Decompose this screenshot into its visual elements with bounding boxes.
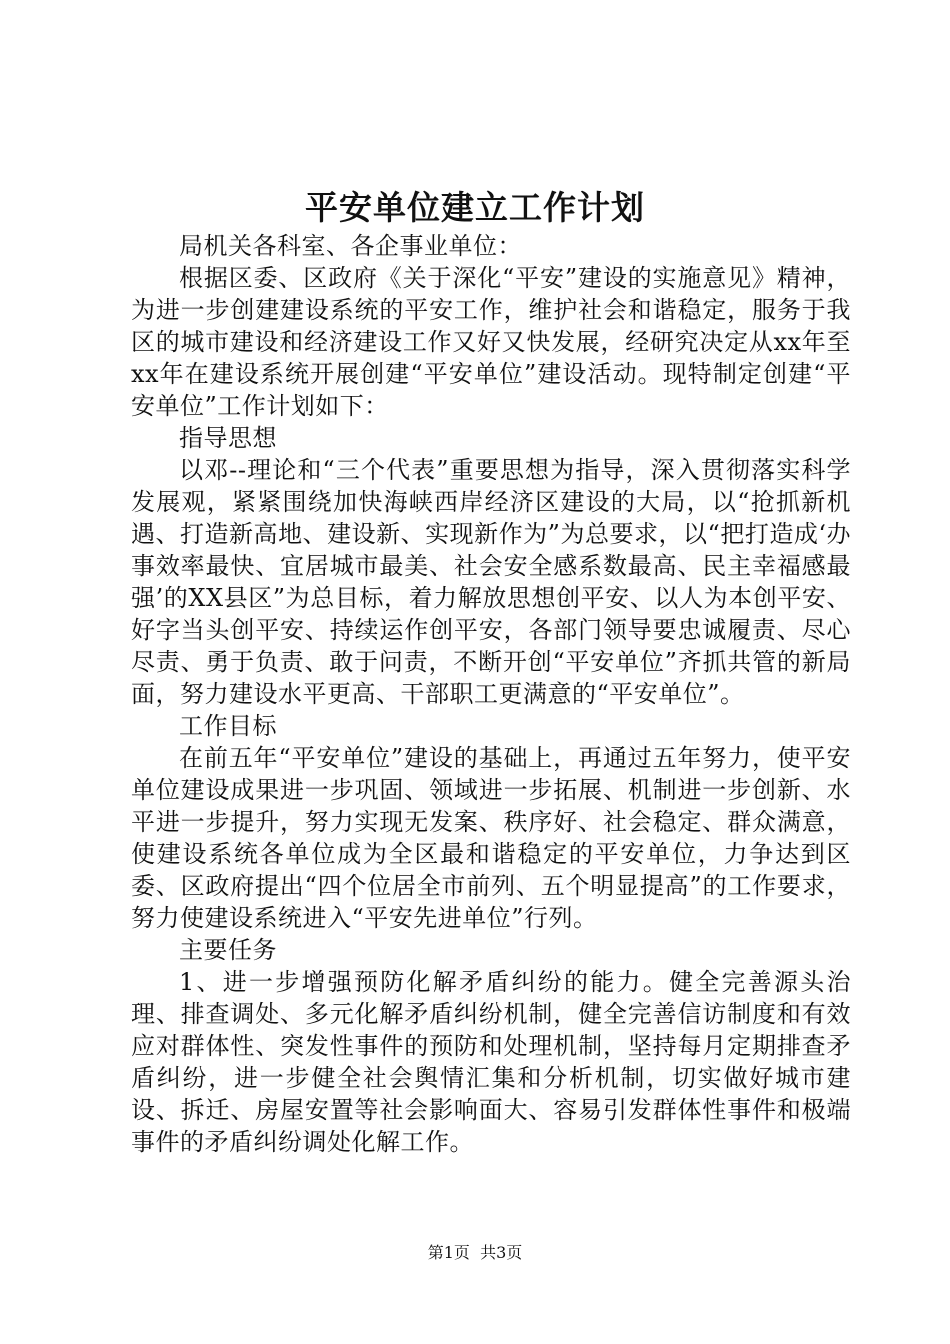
section-heading-main-tasks: 主要任务 xyxy=(179,936,277,964)
document-body xyxy=(131,230,851,1158)
section-heading-guiding-ideology: 指导思想 xyxy=(179,424,277,452)
page-footer xyxy=(0,1242,950,1264)
page-number: 第1页 xyxy=(427,1243,470,1262)
document-title: 平安单位建立工作计划 xyxy=(305,188,645,227)
paragraph-work-goals: 在前五年“平安单位”建设的基础上，再通过五年努力，使平安单位建设成果进一步巩固、领域进一步拓展、机制进一步创新、水平进一步提升，努力实现无发案、秩序好、社会稳定、群众满意，使建设系统各单位成为全区最和谐稳定的平安单位，力争达到区委、区政府提出“四个位居全市前列、五个明显提高”的工作要求，努力使建设系统进入“平安先进单位”行列。 xyxy=(131,744,851,932)
paragraph-guiding-ideology: 以邓--理论和“三个代表”重要思想为指导，深入贯彻落实科学发展观，紧紧围绕加快海峡西岸经济区建设的大局，以“抢抓新机遇、打造新高地、建设新、实现新作为”为总要求，以“把打造成‘办事效率最快、宜居城市最美、社会安全感系数最高、民主幸福感最强’的XX县区”为总目标，着力解放思想创平安、以人为本创平安、好字当头创平安、持续运作创平安，各部门领导要忠诚履责、尽心尽责、勇于负责、敢于问责，不断开创“平安单位”齐抓共管的新局面，努力建设水平更高、干部职工更满意的“平安单位”。 xyxy=(131,456,851,708)
section-heading-work-goals: 工作目标 xyxy=(179,712,277,740)
paragraph-salutation: 局机关各科室、各企事业单位： xyxy=(179,232,522,260)
paragraph-task-1: 1、进一步增强预防化解矛盾纠纷的能力。健全完善源头治理、排查调处、多元化解矛盾纠纷机制，健全完善信访制度和有效应对群体性、突发性事件的预防和处理机制，坚持每月定期排查矛盾纠纷，进一步健全社会舆情汇集和分析机制，切实做好城市建设、拆迁、房屋安置等社会影响面大、容易引发群体性事件和极端事件的矛盾纠纷调处化解工作。 xyxy=(131,968,851,1156)
page-total: 共3页 xyxy=(480,1243,523,1262)
paragraph-intro: 根据区委、区政府《关于深化“平安”建设的实施意见》精神，为进一步创建建设系统的平安工作，维护社会和谐稳定，服务于我区的城市建设和经济建设工作又好又快发展，经研究决定从xx年至xx年在建设系统开展创建“平安单位”建设活动。现特制定创建“平安单位”工作计划如下： xyxy=(131,264,851,420)
